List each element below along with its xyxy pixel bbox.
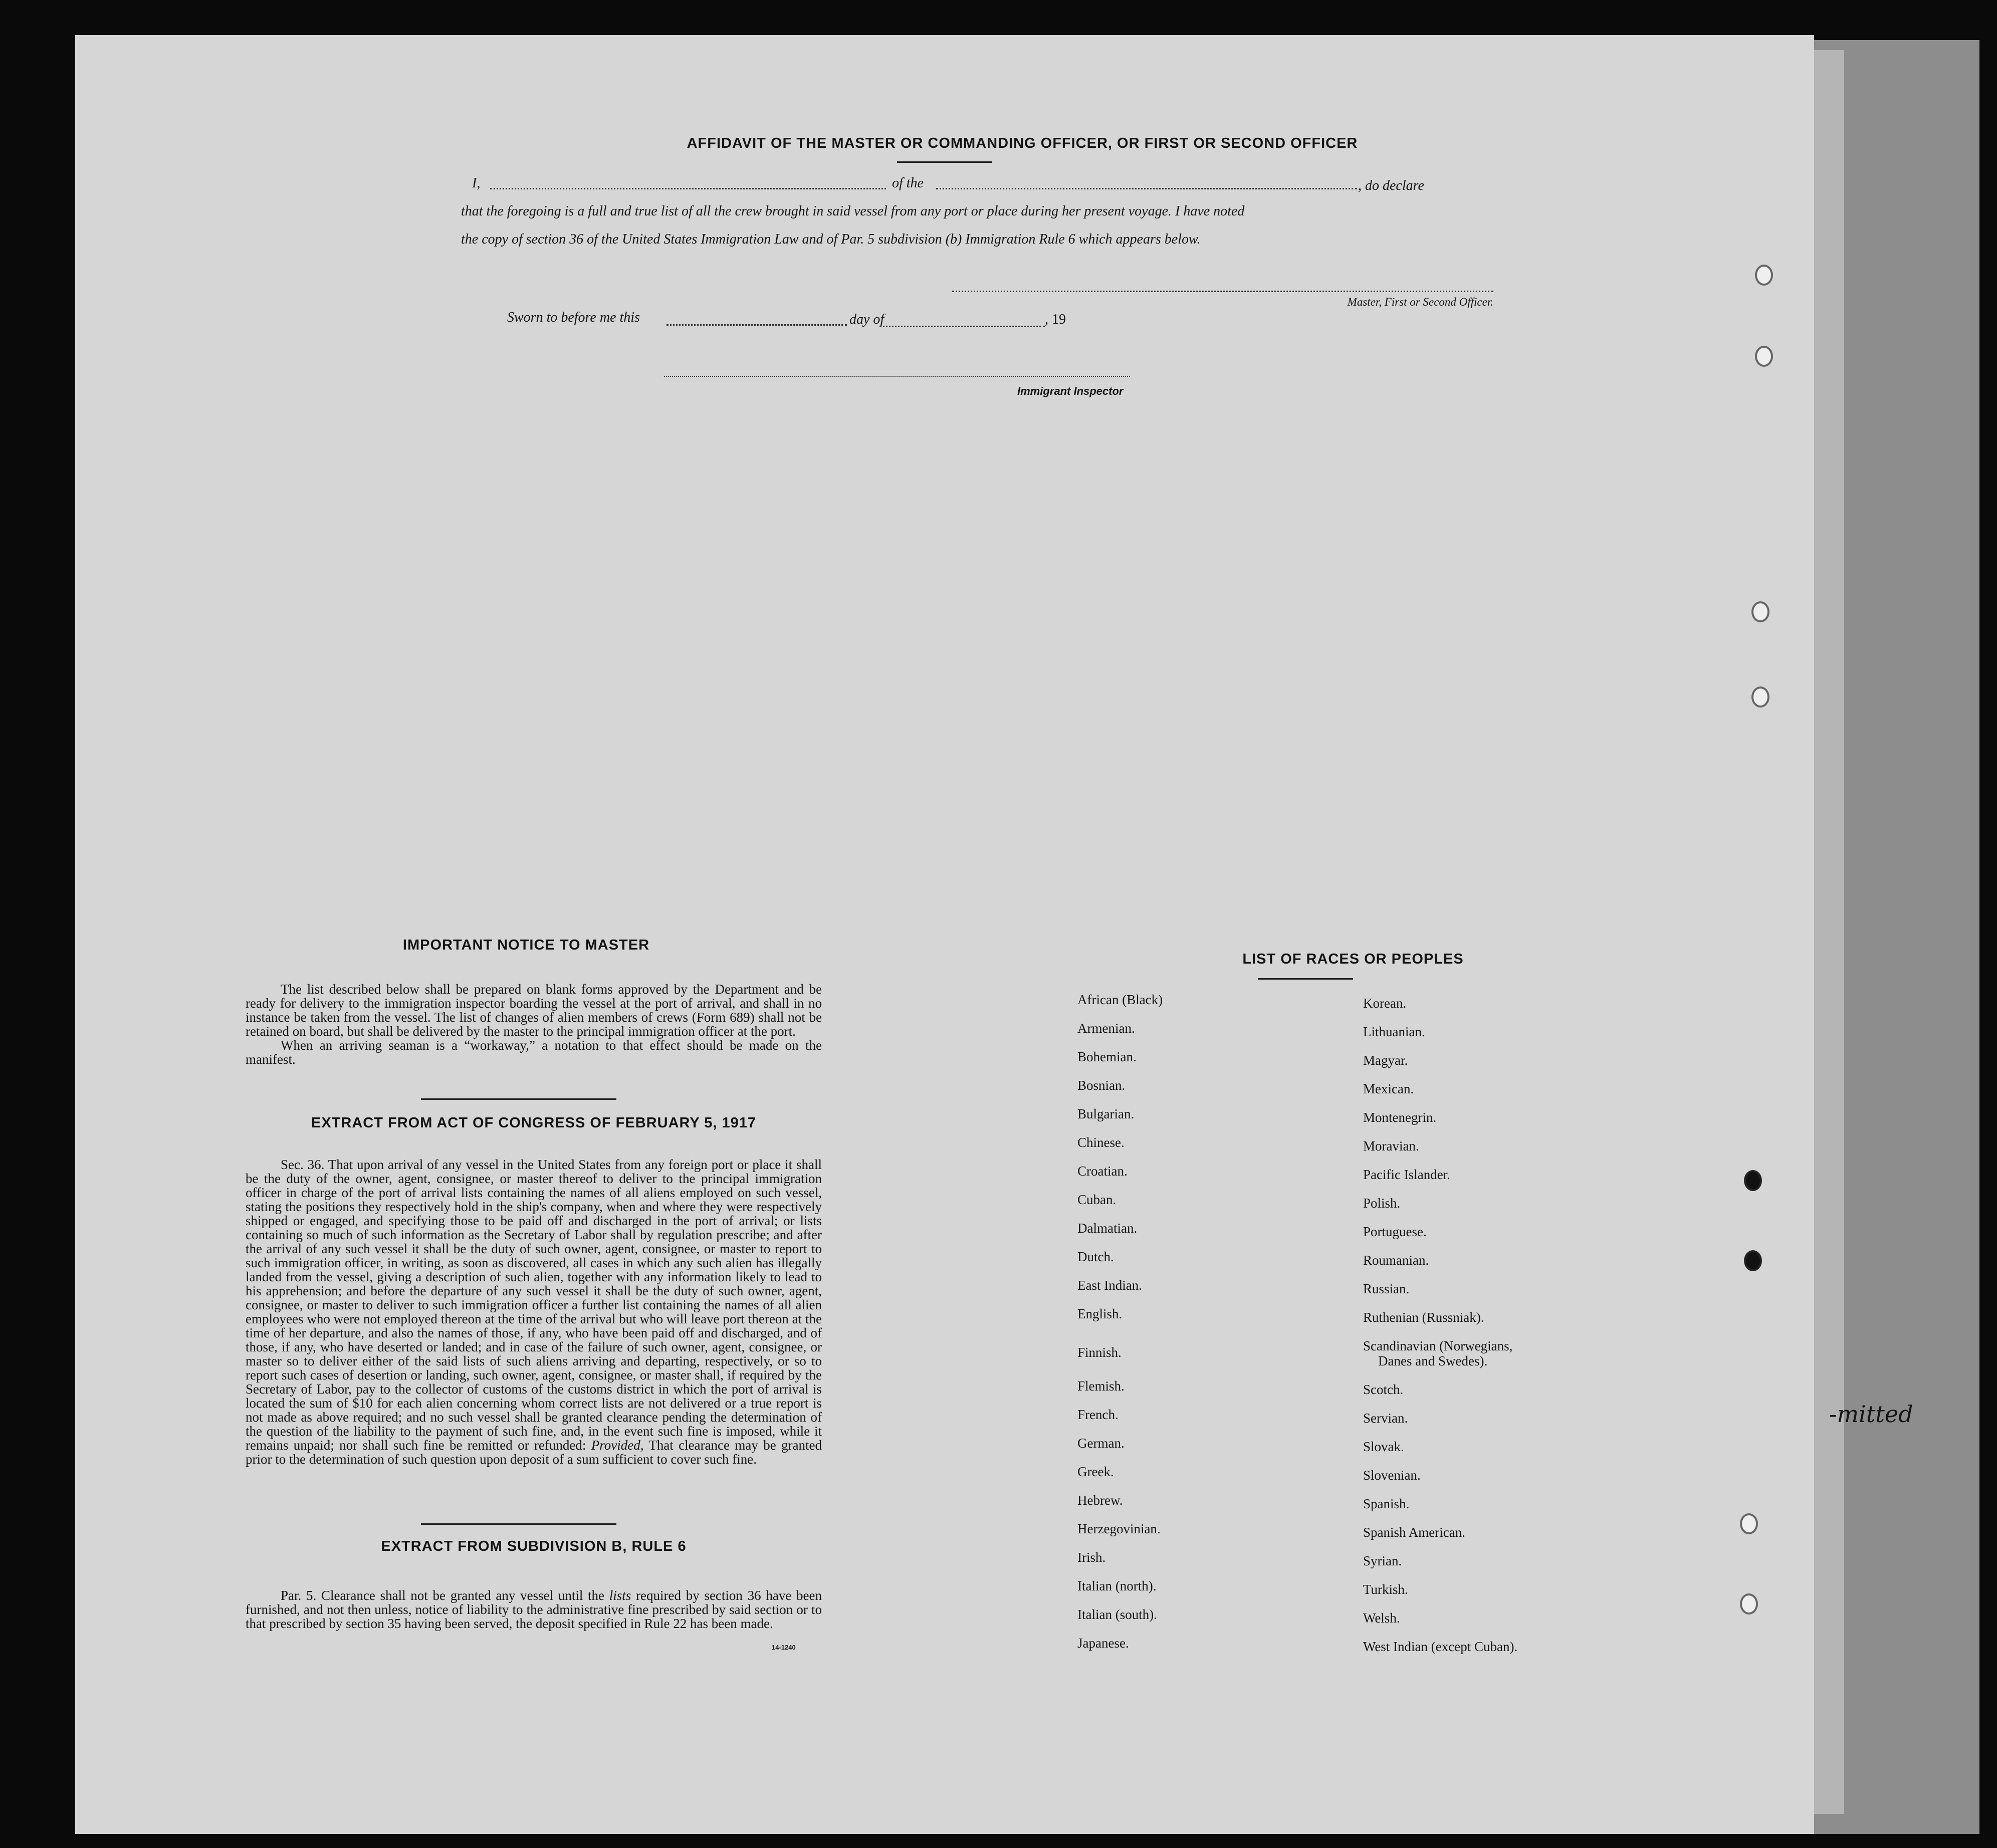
race-herzegovinian: Herzegovinian. — [1077, 1521, 1161, 1536]
race-cuban: Cuban. — [1077, 1192, 1117, 1207]
race-portuguese: Portuguese. — [1363, 1224, 1427, 1239]
binder-hole — [1751, 686, 1769, 708]
vessel-blank-line — [936, 188, 1357, 189]
rule6-title: EXTRACT FROM SUBDIVISION B, RULE 6 — [381, 1538, 687, 1554]
race-croatian: Croatian. — [1077, 1164, 1128, 1179]
sworn-label: Sworn to before me this — [507, 310, 640, 325]
race-bosnian: Bosnian. — [1077, 1078, 1126, 1093]
race-irish: Irish. — [1077, 1550, 1106, 1565]
affidavit-notice-line: the copy of section 36 of the United States Immigration Law and of Par. 5 subdivision (b) Immigration Rule 6 which appears below. — [461, 232, 1201, 247]
day-of-label: day of — [849, 312, 884, 327]
act-title: EXTRACT FROM ACT OF CONGRESS OF FEBRUARY 5, 1917 — [311, 1115, 757, 1131]
notice-body — [246, 982, 822, 1066]
notice-paragraph-2: When an arriving seaman is a “workaway,” a notation to that effect should be made on the manifest. — [246, 1038, 822, 1067]
race-lithuanian: Lithuanian. — [1363, 1024, 1425, 1039]
act-section-label: Sec. 36. — [281, 1157, 325, 1172]
sworn-day-blank-line — [667, 324, 847, 326]
master-signature-line — [952, 291, 1493, 292]
race-german: German. — [1077, 1436, 1125, 1451]
binder-hole — [1744, 1250, 1762, 1271]
binder-hole — [1751, 601, 1769, 622]
binder-hole — [1755, 346, 1773, 367]
race-turkish: Turkish. — [1363, 1582, 1408, 1597]
race-scandinavian: Scandinavian (Norwegians, — [1363, 1338, 1513, 1353]
races-divider — [1258, 978, 1353, 980]
sworn-month-blank-line — [879, 326, 1045, 327]
race-moravian: Moravian. — [1363, 1138, 1419, 1153]
race-montenegrin: Montenegrin. — [1363, 1110, 1437, 1125]
race-korean: Korean. — [1363, 996, 1407, 1011]
race-slovenian: Slovenian. — [1363, 1468, 1421, 1483]
race-hebrew: Hebrew. — [1077, 1493, 1123, 1508]
act-section-36-text — [246, 1158, 822, 1466]
race-slovak: Slovak. — [1363, 1439, 1404, 1454]
manifest-page — [75, 35, 1814, 1834]
rule6-lists-word: lists — [609, 1588, 631, 1603]
binder-hole — [1740, 1513, 1758, 1534]
inspector-signature-line — [664, 376, 1130, 377]
race-spanish: Spanish. — [1363, 1496, 1410, 1511]
year-label: , 19 — [1045, 312, 1066, 327]
race-roumanian: Roumanian. — [1363, 1253, 1429, 1268]
rule6-text-a: Par. 5. Clearance shall not be granted any vessel until the — [281, 1588, 605, 1603]
name-blank-line — [490, 188, 886, 189]
race-dutch: Dutch. — [1077, 1249, 1114, 1264]
race-english: English. — [1077, 1306, 1123, 1321]
notice-divider — [421, 1098, 616, 1100]
title-divider — [897, 161, 992, 163]
race-servian: Servian. — [1363, 1411, 1408, 1426]
race-scotch: Scotch. — [1363, 1382, 1404, 1397]
binder-hole — [1740, 1593, 1758, 1614]
race-greek: Greek. — [1077, 1464, 1114, 1479]
handwritten-margin-note: -mitted — [1829, 1401, 1913, 1428]
race-chinese: Chinese. — [1077, 1135, 1125, 1150]
race-finnish: Finnish. — [1077, 1345, 1122, 1360]
race-russian: Russian. — [1363, 1281, 1410, 1296]
binder-hole — [1744, 1170, 1762, 1191]
race-pacific-islander: Pacific Islander. — [1363, 1167, 1450, 1182]
race-syrian: Syrian. — [1363, 1553, 1402, 1568]
inspector-label: Immigrant Inspector — [1017, 385, 1124, 397]
notice-paragraph-1: The list described below shall be prepared on blank forms approved by the Department and be ready for delivery to the immigration inspector boarding the vessel at the port of arrival, and shall in no instance be taken from the vessel. The list of changes of alien members of crews (Form 689) shall not be retained on board, but shall be delivered by the master to the principal immigration officer at the port. — [246, 982, 822, 1039]
of-the-label: of the — [892, 175, 924, 191]
races-title: LIST OF RACES OR PEOPLES — [1242, 951, 1464, 967]
master-signature-label: Master, First or Second Officer. — [1347, 296, 1493, 308]
act-section-end: That clearance may be granted prior to the determination of such question upon deposit of a sum sufficient to cover such fine. — [246, 1438, 822, 1467]
race-dalmatian: Dalmatian. — [1077, 1221, 1138, 1236]
act-section-body: That upon arrival of any vessel in the United States from any foreign port or place it shall be the duty of the owner, agent, consignee, or master thereof to deliver to the principal immigration officer in charge of the port of arrival lists containing the names of all aliens employed on such vessel, stating the positions they respectively hold in the ship's company, when and where they were respectively shipped or engaged, and specifying those to be paid off and discharged in the port of arrival; or lists containing so much of such information as the Secretary of Labor shall by regulation prescribe; and after the arrival of any such vessel it shall be the duty of such owner, agent, consignee, or master to report to such immigration officer, in writing, as soon as discovered, all cases in which any such alien has illegally landed from the vessel, giving a description of such alien, together with any information likely to lead to his apprehension; and before the departure of any such vessel it shall be the duty of such owner, agent, consignee, or master to deliver to such immigration officer a further list containing the names of all alien employees who were not employed thereon at the time of the arrival but who will leave port thereon at the time of her departure, and also the names of those, if any, who have been paid off and discharged, and of those, if any, who have deserted or landed; and in case of the failure of such owner, agent, consignee, or master so to deliver either of the said lists of such aliens arriving and departing, respectively, or so to report such cases of desertion or landing, such owner, agent, consignee, or master shall, if required by the Secretary of Labor, pay to the collector of customs of the customs district in which the port of arrival is located the sum of $10 for each alien concerning whom correct lists are not delivered or a true report is not made as above required; and no such vessel shall be granted clearance pending the determination of the question of the liability to the payment of such fine, and, in the event such fine is imposed, while it remains unpaid; nor shall such fine be remitted or refunded: — [246, 1157, 822, 1453]
act-provided-word: Provided, — [591, 1438, 644, 1453]
race-polish: Polish. — [1363, 1196, 1401, 1211]
notice-title: IMPORTANT NOTICE TO MASTER — [402, 937, 650, 953]
affidavit-title: AFFIDAVIT OF THE MASTER OR COMMANDING OFFICER, OR FIRST OR SECOND OFFICER — [687, 135, 1358, 151]
race-scandinavian-cont: Danes and Swedes). — [1378, 1353, 1488, 1368]
race-magyar: Magyar. — [1363, 1053, 1408, 1068]
act-divider — [421, 1523, 616, 1525]
race-italian-south: Italian (south). — [1077, 1607, 1157, 1622]
form-number: 14-1240 — [772, 1644, 796, 1651]
race-african: African (Black) — [1077, 992, 1163, 1007]
race-flemish: Flemish. — [1077, 1378, 1125, 1394]
rule6-text-b: required by section 36 have been furnished, and not then unless, notice of liability to the administrative fine prescribed by said section or to that prescribed by section 35 having been served, the deposit specified in Rule 22 has been made. — [246, 1588, 822, 1631]
affidavit-i-label: I, — [472, 175, 481, 191]
race-italian-north: Italian (north). — [1077, 1578, 1157, 1593]
race-bulgarian: Bulgarian. — [1077, 1106, 1135, 1121]
race-welsh: Welsh. — [1363, 1610, 1400, 1626]
affidavit-declaration-line: that the foregoing is a full and true list of all the crew brought in said vessel from any port or place during her present voyage. I have noted — [461, 203, 1245, 219]
race-west-indian: West Indian (except Cuban). — [1363, 1639, 1518, 1654]
race-ruthenian: Ruthenian (Russniak). — [1363, 1310, 1484, 1325]
race-japanese: Japanese. — [1077, 1636, 1129, 1651]
race-bohemian: Bohemian. — [1077, 1049, 1137, 1064]
binder-hole — [1755, 265, 1773, 286]
race-french: French. — [1077, 1407, 1119, 1422]
race-mexican: Mexican. — [1363, 1081, 1414, 1096]
race-armenian: Armenian. — [1077, 1021, 1135, 1036]
race-east-indian: East Indian. — [1077, 1278, 1142, 1293]
rule6-text — [246, 1588, 822, 1631]
do-declare-label: , do declare — [1358, 178, 1424, 193]
race-spanish-american: Spanish American. — [1363, 1525, 1465, 1540]
